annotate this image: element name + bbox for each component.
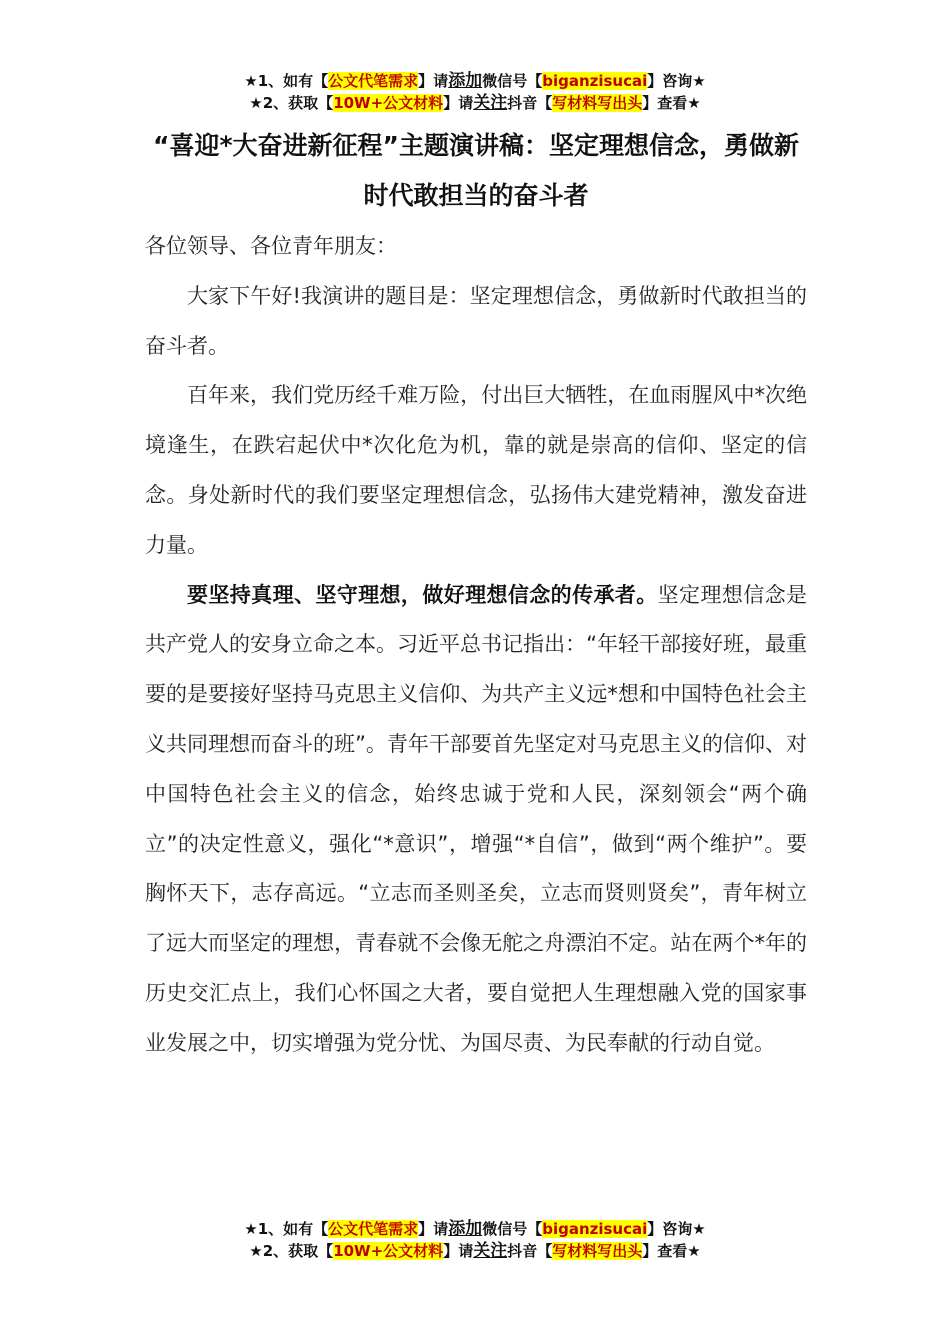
ad-line-2 <box>0 92 950 114</box>
paragraph-text: 坚定理想信念是共产党人的安身立命之本。习近平总书记指出：“年轻干部接好班，最重要的是要接好坚持马克思主义信仰、为共产主义远*想和中国特色社会主义共同理想而奋斗的班”。青年干部要首先坚定对马克思主义的信仰、对中国特色社会主义的信念，始终忠诚于党和人民，深刻领会“两个确立”的决定性意义，强化“*意识”，增强“*自信”，做到“两个维护”。要胸怀天下，志存高远。“立志而圣则圣矣，立志而贤则贤矣”，青年树立了远大而坚定的理想，青春就不会像无舵之舟漂泊不定。站在两个*年的历史交汇点上，我们心怀国之大者，要自觉把人生理想融入党的国家事业发展之中，切实增强为党分忧、为国尽责、为民奉献的行动自觉。 <box>145 582 808 1055</box>
document-title: “喜迎*大奋进新征程”主题演讲稿：坚定理想信念，勇做新时代敢担当的奋斗者 <box>153 131 799 210</box>
ad-emphasis: 关注 <box>473 93 508 113</box>
ad-highlight: 10W+公文材料 <box>333 94 444 112</box>
ad-text: 】请 <box>443 1242 474 1260</box>
ad-emphasis: 添加 <box>448 71 483 91</box>
paragraph-lead: 要坚持真理、坚守理想，做好理想信念的传承者。 <box>187 582 658 607</box>
ad-text: ★2、获取【 <box>249 1242 334 1260</box>
ad-text: ★1、如有【 <box>244 1220 329 1238</box>
paragraph <box>145 272 807 372</box>
ad-line-1 <box>0 70 950 92</box>
paragraph <box>145 371 807 570</box>
ad-text: ★2、获取【 <box>249 94 334 112</box>
ad-text: 】请 <box>443 94 474 112</box>
ad-text: 】请 <box>418 1220 449 1238</box>
ad-douyin-account: 写材料写出头 <box>552 1242 643 1260</box>
ad-banner-bottom <box>0 1218 950 1262</box>
ad-highlight: 公文代笔需求 <box>328 1220 419 1238</box>
salutation: 各位领导、各位青年朋友： <box>145 234 397 258</box>
ad-wechat-id: biganzisucai <box>542 1220 648 1238</box>
paragraph <box>145 571 807 1069</box>
paragraph-text: 百年来，我们党历经千难万险，付出巨大牺牲，在血雨腥风中*次绝境逢生，在跌宕起伏中*次化危为机，靠的就是崇高的信仰、坚定的信念。身处新时代的我们要坚定理想信念，弘扬伟大建党精神，激发奋进力量。 <box>145 383 807 557</box>
ad-line-2 <box>0 1240 950 1262</box>
ad-emphasis: 关注 <box>473 1241 508 1261</box>
ad-text: 】查看★ <box>642 1242 701 1260</box>
ad-wechat-id: biganzisucai <box>542 72 648 90</box>
ad-text: 】咨询★ <box>647 72 706 90</box>
ad-text: 】咨询★ <box>647 1220 706 1238</box>
ad-text: ★1、如有【 <box>244 72 329 90</box>
ad-text: 微信号【 <box>482 1220 543 1238</box>
ad-emphasis: 添加 <box>448 1219 483 1239</box>
ad-highlight: 公文代笔需求 <box>328 72 419 90</box>
ad-text: 抖音【 <box>507 94 553 112</box>
ad-line-1 <box>0 1218 950 1240</box>
ad-douyin-account: 写材料写出头 <box>552 94 643 112</box>
ad-text: 抖音【 <box>507 1242 553 1260</box>
ad-text: 】查看★ <box>642 94 701 112</box>
ad-highlight: 10W+公文材料 <box>333 1242 444 1260</box>
ad-text: 微信号【 <box>482 72 543 90</box>
ad-banner-top <box>0 70 950 114</box>
paragraph-text: 大家下午好!我演讲的题目是：坚定理想信念，勇做新时代敢担当的奋斗者。 <box>145 283 807 358</box>
ad-text: 】请 <box>418 72 449 90</box>
document-body <box>145 222 807 1069</box>
